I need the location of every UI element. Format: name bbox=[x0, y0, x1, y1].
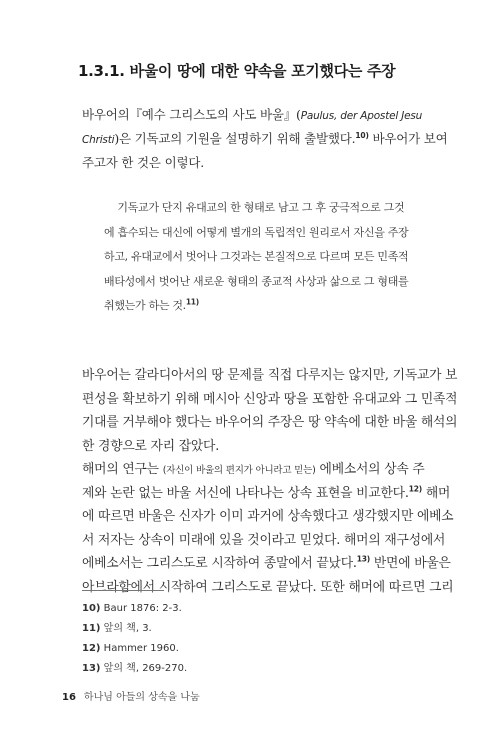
footnote-number: 12) bbox=[82, 643, 101, 654]
footnote-item bbox=[82, 639, 382, 659]
footnote-item bbox=[82, 659, 382, 679]
footnote-number: 11) bbox=[82, 623, 101, 634]
text-span: 바우어의『예수 그리스도의 사도 바울』( bbox=[82, 107, 301, 122]
paragraph-line: 에 따르면 바울은 신자가 이미 과거에 상속했다고 생각했지만 에베소 bbox=[82, 509, 454, 524]
paragraph-main bbox=[82, 364, 458, 599]
quote-line: 하고, 유대교에서 벗어나 그것과는 본질적으로 다르며 모든 민족적 bbox=[104, 250, 409, 263]
text-span: 기독교가 단지 유대교의 한 형태로 남고 그 후 궁극적으로 그것 bbox=[117, 201, 405, 214]
page-footer bbox=[62, 688, 200, 703]
footnote-item bbox=[82, 599, 382, 619]
quote-line bbox=[104, 294, 406, 319]
footnote-ref[interactable]: 12) bbox=[408, 484, 422, 494]
book-title-italic: Paulus, der Apostel Jesu bbox=[300, 110, 423, 122]
paragraph-line: 편성을 확보하기 위해 메시아 신앙과 땅을 포함한 유대교와 그 민족적 bbox=[82, 391, 458, 407]
text-span: 반면에 바울은 bbox=[370, 556, 451, 571]
book-title-italic: Christi bbox=[82, 134, 115, 146]
text-span: 제와 논란 없는 바울 서신에 나타나는 상속 표현을 비교한다. bbox=[82, 485, 409, 501]
footnote-number: 10) bbox=[82, 603, 101, 614]
paragraph-line: 주고자 한 것은 이렇다. bbox=[82, 155, 204, 170]
paragraph-line bbox=[82, 458, 425, 482]
text-span: 해머의 연구는 bbox=[82, 462, 163, 477]
paragraph-line bbox=[82, 482, 451, 506]
footnote-text: Hammer 1960. bbox=[100, 643, 179, 654]
section-heading: 1.3.1. 바울이 땅에 대한 약속을 포기했다는 주장 bbox=[78, 62, 396, 80]
text-span: )은 기독교의 기원을 설명하기 위해 출발했다. bbox=[114, 131, 356, 146]
paragraph-line bbox=[82, 552, 451, 576]
paragraph-line bbox=[82, 103, 423, 127]
quote-line bbox=[104, 196, 406, 221]
footnote-number: 13) bbox=[82, 663, 101, 674]
footnote-item bbox=[82, 619, 382, 639]
parenthetical-note: (자신이 바울의 편지가 아니라고 믿는) bbox=[162, 465, 316, 476]
quote-line: 에 흡수되는 대신에 어떻게 별개의 독립적인 원리로서 자신을 주장 bbox=[104, 225, 409, 239]
footnote-ref[interactable]: 11) bbox=[185, 297, 199, 307]
paragraph-intro bbox=[82, 103, 448, 175]
footnote-text: Baur 1876: 2-3. bbox=[100, 603, 182, 614]
quote-line: 배타성에서 벗어난 새로운 형태의 종교적 사상과 삶으로 그 형태를 bbox=[104, 274, 409, 288]
text-span: 에베소서는 그리스도로 시작하여 종말에서 끝났다. bbox=[82, 556, 357, 571]
footnote-ref[interactable]: 13) bbox=[356, 554, 371, 564]
text-span: 취했는가 하는 것. bbox=[104, 299, 186, 312]
paragraph-line: 한 경향으로 자리 잡았다. bbox=[82, 438, 220, 454]
footnote-text: 앞의 책, 269-270. bbox=[100, 663, 188, 674]
page-number: 16 bbox=[62, 692, 76, 703]
running-title: 하나님 아들의 상속을 나눔 bbox=[83, 692, 200, 703]
footnote-text: 앞의 책, 3. bbox=[100, 623, 152, 634]
paragraph-line: 기대를 거부해야 했다는 바우어의 주장은 땅 약속에 대한 바울 해석의 bbox=[82, 415, 458, 430]
paragraph-line: 바우어는 갈라디아서의 땅 문제를 직접 다루지는 않지만, 기독교가 보 bbox=[82, 368, 458, 383]
paragraph-line: 서 저자는 상속이 미래에 있을 것이라고 믿었다. 해머의 재구성에서 bbox=[82, 532, 446, 548]
paragraph-line bbox=[82, 127, 448, 151]
footnote-ref[interactable]: 10) bbox=[355, 130, 369, 140]
footnotes bbox=[82, 599, 382, 679]
footnote-divider bbox=[82, 590, 164, 591]
text-span: 해머 bbox=[421, 485, 451, 501]
text-span: 에베소서의 상속 주 bbox=[315, 462, 425, 477]
paragraph-line: 아브라함에서 시작하여 그리스도로 끝났다. 또한 해머에 따르면 그리 bbox=[82, 579, 454, 595]
block-quote bbox=[104, 196, 409, 319]
text-span: 바우어가 보여 bbox=[368, 131, 448, 146]
